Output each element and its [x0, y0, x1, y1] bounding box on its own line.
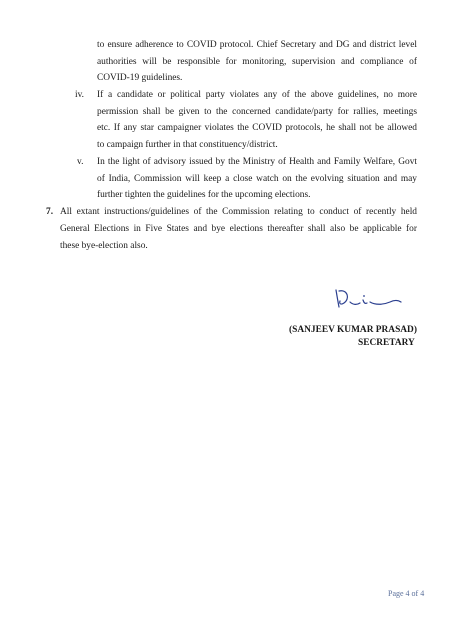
item-iii-line-3: COVID-19 guidelines. [97, 73, 183, 83]
signatory-name: (SANJEEV KUMAR PRASAD) [289, 325, 417, 335]
item-iv-line-2: permission shall be given to the concerned candidate/party for rallies, meetings [97, 107, 417, 117]
item-v-number: v. [77, 157, 84, 167]
item-iv-line-4: to campaign further in that constituency/district. [97, 140, 278, 150]
handwritten-signature [333, 287, 403, 309]
item-v-line-3: further tighten the guidelines for the upcoming elections. [97, 190, 311, 200]
item-7-number: 7. [46, 207, 54, 217]
item-v-line-1: In the light of advisory issued by the Ministry of Health and Family Welfare, Govt [97, 157, 417, 167]
item-7-line-1: All extant instructions/guidelines of the Commission relating to conduct of recently held [60, 207, 417, 217]
item-7-line-2: General Elections in Five States and bye elections thereafter shall also be applicable for [60, 224, 417, 234]
item-iv-line-1: If a candidate or political party violates any of the above guidelines, no more [97, 90, 417, 100]
page-number: Page 4 of 4 [388, 589, 425, 598]
item-v-line-2: of India, Commission will keep a close watch on the evolving situation and may [97, 174, 417, 184]
signatory-designation: SECRETARY [358, 338, 415, 348]
item-iii-line-1: to ensure adherence to COVID protocol. Chief Secretary and DG and district level [97, 40, 417, 50]
item-iv-line-3: etc. If any star campaigner violates the COVID protocols, he shall not be allowed [97, 123, 417, 133]
item-iii-line-2: authorities will be responsible for monitoring, supervision and compliance of [97, 57, 417, 67]
item-iv-number: iv. [75, 90, 85, 100]
item-7-line-3: these bye-election also. [60, 241, 148, 251]
